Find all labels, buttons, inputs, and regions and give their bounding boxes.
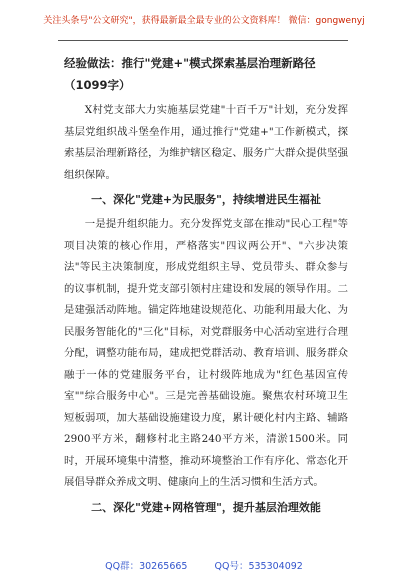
intro-paragraph: X村党支部大力实施基层党建"十百千万"计划，充分发挥基层党组织战斗堡垒作用，通过推行"党建+"工作新模式，探索基层治理新路径，为维护辖区稳定、服务广大群众提供坚强组织保障。 — [64, 104, 348, 181]
footer-qq-number: QQ号：535304092 — [214, 561, 303, 572]
section-1-heading: 一、深化"党建+为民服务"，持续增进民生福祉 — [91, 193, 321, 206]
top-banner — [0, 0, 408, 44]
section-1-paragraph: 一是提升组织能力。充分发挥党支部在推动"民心工程"等项目决策的核心作用，严格落实"四议两公开"、"六步决策法"等民主决策制度，形成党组织主导、党员带头、群众参与的议事机制，提升党支部引领村庄建设和发展的领导作用。二是建强活动阵地。锚定阵地建设规范化、功能利用最大化、为民服务智能化的"三化"目标，对党群服务中心活动室进行合理分配，调整功能布局，建成把党群活动、教育培训、服务群众融于一体的党建服务平台，让村级阵地成为"红色基因宣传室""综合服务中心"。三是完善基础设施。聚焦农村环境卫生短板弱项，加大基础设施建设力度，累计硬化村内主路、辅路2900平方米，翻修村北主路240平方米，清淤1500米。同时，开展环境集中清整，推动环境整治工作有序化、常态化开展倡导群众养成文明、健康向上的生活习惯和生活方式。 — [64, 218, 348, 488]
banner-notice-text: 关注头条号"公文研究"，获得最新最全最专业的公文资料库！ 微信：gongwenyj — [43, 16, 365, 26]
footer-contact — [0, 558, 408, 572]
document-title: 经验做法：推行"党建+"模式探索基层治理新路径（1099字） — [64, 56, 316, 92]
section-2-heading: 二、深化"党建+网格管理"，提升基层治理效能 — [91, 500, 321, 514]
footer-qq-group: QQ群：30265665 — [105, 561, 188, 572]
header-divider — [58, 40, 348, 41]
document-body — [64, 52, 348, 522]
